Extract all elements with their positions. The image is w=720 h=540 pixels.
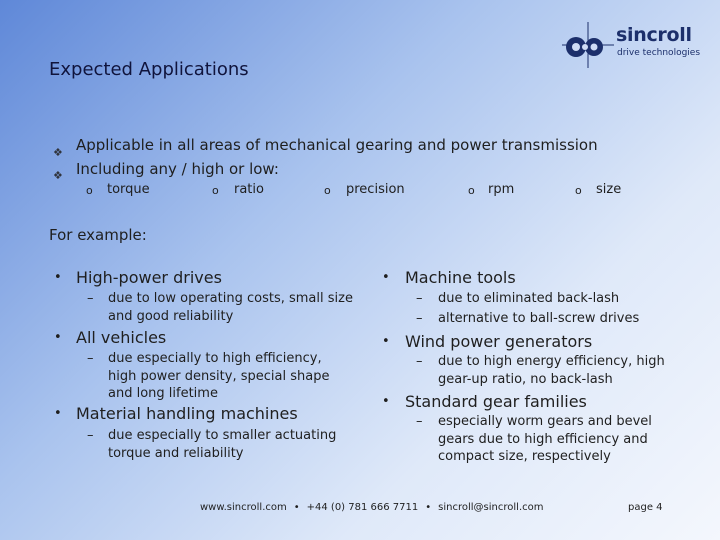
bullet-icon: • — [382, 334, 390, 349]
footer-website[interactable]: www.sincroll.com — [200, 502, 287, 513]
separator-dot-icon: • — [425, 502, 432, 513]
left-heading-3: Material handling machines — [76, 404, 298, 423]
logo-wordmark: sincroll — [616, 24, 692, 46]
option-torque: torque — [107, 182, 150, 197]
footer-contact — [200, 502, 543, 513]
left-heading-2: All vehicles — [76, 328, 167, 347]
bullet-icon: • — [54, 330, 62, 345]
right-detail-1a: due to eliminated back-lash — [438, 291, 620, 306]
separator-dot-icon: • — [293, 502, 300, 513]
right-heading-3: Standard gear families — [405, 392, 587, 411]
right-detail-2: due to high energy efficiency, high gear-up ratio, no back-lash — [438, 354, 665, 387]
footer-phone: +44 (0) 781 666 7711 — [306, 502, 419, 513]
dash-icon: – — [87, 291, 94, 306]
diamond-bullet-icon: ❖ — [53, 146, 63, 159]
page-number: page 4 — [628, 502, 663, 513]
circle-bullet-icon: o — [212, 184, 219, 197]
dash-icon: – — [87, 351, 94, 366]
logo-tagline: drive technologies — [617, 48, 701, 58]
option-size: size — [596, 182, 622, 197]
left-detail-1: due to low operating costs, small size and good reliability — [108, 291, 353, 324]
intro-bullet-1: Applicable in all areas of mechanical gearing and power transmission — [76, 136, 598, 154]
circle-bullet-icon: o — [86, 184, 93, 197]
option-ratio: ratio — [234, 182, 264, 197]
bullet-icon: • — [54, 270, 62, 285]
option-rpm: rpm — [488, 182, 515, 197]
dash-icon: – — [416, 291, 423, 306]
for-example-label: For example: — [49, 226, 147, 244]
right-heading-1: Machine tools — [405, 268, 516, 287]
slide-title: Expected Applications — [49, 59, 249, 80]
dash-icon: – — [416, 311, 423, 326]
footer-email[interactable]: sincroll@sincroll.com — [438, 502, 544, 513]
right-detail-3: especially worm gears and bevel gears due to high efficiency and compact size, respectively — [438, 414, 652, 464]
dash-icon: – — [416, 354, 423, 369]
sincroll-logo — [558, 20, 701, 70]
left-detail-2: due especially to high efficiency, high power density, special shape and long lifetime — [108, 351, 330, 401]
bullet-icon: • — [54, 406, 62, 421]
circle-bullet-icon: o — [324, 184, 331, 197]
sincroll-logo-icon — [558, 20, 616, 70]
circle-bullet-icon: o — [468, 184, 475, 197]
diamond-bullet-icon: ❖ — [53, 169, 63, 182]
circle-bullet-icon: o — [575, 184, 582, 197]
left-heading-1: High-power drives — [76, 268, 222, 287]
dash-icon: – — [87, 428, 94, 443]
option-precision: precision — [346, 182, 405, 197]
dash-icon: – — [416, 414, 423, 429]
bullet-icon: • — [382, 270, 390, 285]
left-detail-3: due especially to smaller actuating torque and reliability — [108, 428, 337, 461]
bullet-icon: • — [382, 394, 390, 409]
intro-bullet-2: Including any / high or low: — [76, 160, 279, 178]
right-heading-2: Wind power generators — [405, 332, 593, 351]
right-detail-1b: alternative to ball-screw drives — [438, 311, 640, 326]
